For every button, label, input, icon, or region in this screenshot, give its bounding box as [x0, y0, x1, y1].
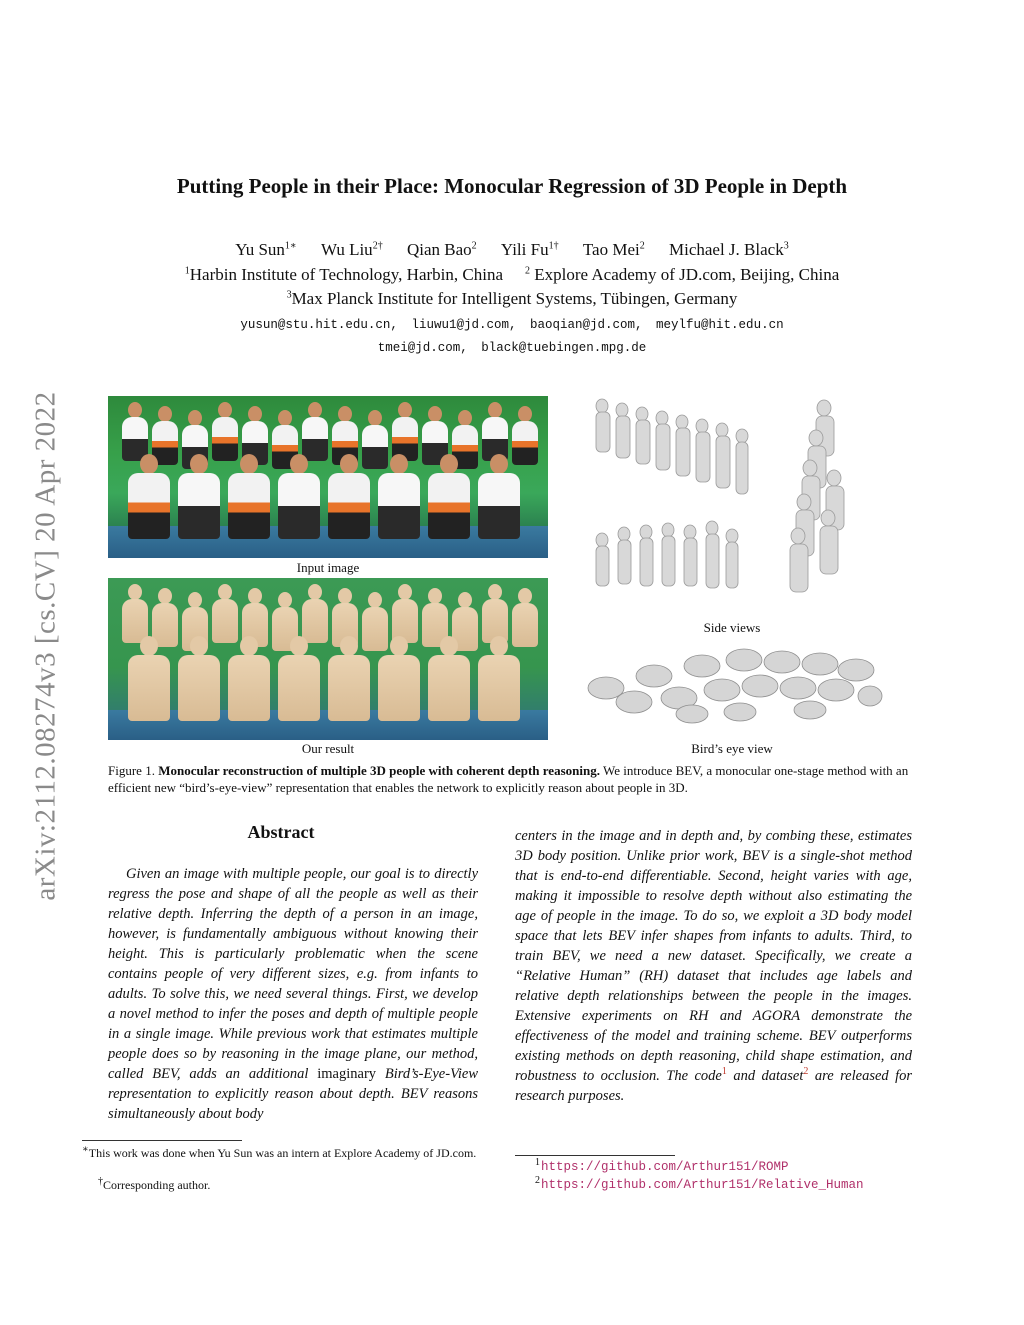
email-line-2 [0, 341, 1024, 355]
email-line-1 [0, 318, 1024, 332]
abstract-text-upright: imaginary [317, 1066, 377, 1082]
input-image-photo [108, 396, 548, 558]
figure-label-side: Side views [703, 620, 761, 635]
abstract-text: centers in the image and in depth and, by combing these, estimates 3D body position. Unlike prior work, BEV is a single-shot method that is end-to-end differentiable. Second, height varies with age, making it impossible to resolve depth without also estimating the age of people in the image. To do so, we exploit a 3D body model space that lets BEV infer shapes from infants to adults. Third, to train BEV, we need a new dataset. Specifically, we create a “Relative Human” (RH) dataset that includes age labels and relative depth relationships between the people in the images. Extensive experiments on RH and AGORA demonstrate the effectiveness of the model and training scheme. BEV outperforms existing methods on depth reasoning, child shape estimation, and robustness to occlusion. The code [515, 828, 912, 1084]
footnote-rule [82, 1140, 242, 1141]
footnote-mark: ∗ [82, 1144, 89, 1155]
footnote-text: This work was done when Yu Sun was an intern at Explore Academy of JD.com. [88, 1146, 477, 1160]
side-view-mesh-2 [590, 520, 740, 605]
abstract-right-column [515, 826, 912, 1106]
figure-label-result: Our result [301, 741, 355, 756]
affiliation-mark: 3 [286, 289, 292, 301]
footnote-text: Corresponding author. [103, 1178, 211, 1192]
footnote-ref-link[interactable]: 1 [721, 1066, 727, 1078]
our-result-render [108, 578, 548, 740]
caption-prefix: Figure 1. [108, 763, 155, 778]
email-link[interactable]: black@tuebingen.mpg.de [481, 341, 647, 355]
email-link[interactable]: liuwu1@jd.com, [411, 318, 517, 332]
side-view-mesh-1 [592, 396, 752, 500]
footnote-corresponding [98, 1178, 478, 1193]
author-name: Tao Mei [582, 240, 640, 259]
author-name: Yili Fu [500, 240, 549, 259]
author-name: Wu Liu [320, 240, 373, 259]
figure-label-input: Input image [296, 560, 360, 575]
footnote-mark: † [98, 1176, 103, 1187]
affiliation-line-2 [0, 289, 1024, 309]
author-mark: 2 [471, 240, 477, 252]
arxiv-side-stamp: arXiv:2112.08274v3 [cs.CV] 20 Apr 2022 [29, 391, 62, 901]
footnote-url[interactable]: https://github.com/Arthur151/Relative_Human [541, 1178, 864, 1192]
author-mark: 2 [639, 240, 645, 252]
author-mark: 1† [548, 240, 559, 252]
footnote-url[interactable]: https://github.com/Arthur151/ROMP [541, 1160, 789, 1174]
author-mark: 3 [783, 240, 789, 252]
abstract-text: and dataset [733, 1068, 804, 1084]
footnote-code-link[interactable] [535, 1156, 789, 1174]
abstract-text: Given an image with multiple people, our goal is to directly regress the pose and shape of all the people as well as their relative depth. Inferring the depth of a person in an image, however, is fundamentally ambiguous without knowing their height. This is particularly problematic when the scene contains people of very different sizes, e.g. from infants to adults. To solve this, we need several things. First, we develop a novel method to infer the poses and depth of multiple people in a single image. While previous work that estimates multiple people does so by reasoning in the image plane, our method, called BEV, adds an additional [108, 866, 478, 1082]
affiliation-line-1 [0, 265, 1024, 285]
email-link[interactable]: baoqian@jd.com, [530, 318, 643, 332]
abstract-text: Bird’s-Eye-View representation to explicitly reason about depth. BEV reasons simultaneously about body [108, 1066, 478, 1122]
author-mark: 2† [372, 240, 383, 252]
footnote-ref-link[interactable]: 2 [803, 1066, 809, 1078]
author-1 [321, 240, 383, 259]
paper-title: Putting People in their Place: Monocular Regression of 3D People in Depth [176, 174, 848, 198]
affiliation-jd: Explore Academy of JD.com, Beijing, China [534, 265, 840, 284]
author-name: Michael J. Black [668, 240, 784, 259]
author-4 [583, 240, 645, 259]
email-link[interactable]: meylfu@hit.edu.cn [656, 318, 784, 332]
affiliation-mark: 2 [525, 265, 530, 277]
footnote-mark: 1 [535, 1156, 540, 1168]
author-0 [235, 240, 296, 259]
figure-caption [108, 762, 918, 796]
affiliation-mark: 1 [184, 265, 190, 277]
birds-eye-mesh [584, 640, 884, 730]
email-link[interactable]: tmei@jd.com, [377, 341, 468, 355]
footnote-mark: 2 [535, 1174, 540, 1186]
abstract-left-column [108, 864, 478, 1124]
author-3 [501, 240, 559, 259]
author-name: Yu Sun [235, 240, 285, 259]
author-5 [669, 240, 789, 259]
author-2 [407, 240, 477, 259]
footnote-dataset-link[interactable] [535, 1174, 864, 1192]
figure-label-birds-eye: Bird’s eye view [691, 741, 773, 756]
footnote-intern [82, 1146, 482, 1161]
abstract-text: are released for research purposes. [515, 1068, 913, 1104]
caption-bold: Monocular reconstruction of multiple 3D people with coherent depth reasoning. [158, 763, 600, 778]
author-mark: 1∗ [284, 240, 297, 252]
author-list [0, 240, 1024, 260]
affiliation-harbin: Harbin Institute of Technology, Harbin, China [189, 265, 503, 284]
affiliation-mpi: Max Planck Institute for Intelligent Systems, Tübingen, Germany [291, 289, 738, 308]
caption-body: We introduce BEV, a monocular one-stage method with an efficient new “bird’s-eye-view” representation that enables the network to explicitly reason about people in 3D. [108, 763, 909, 795]
email-link[interactable]: yusun@stu.hit.edu.cn, [240, 318, 398, 332]
side-view-mesh-3 [764, 398, 864, 610]
author-name: Qian Bao [406, 240, 472, 259]
footnote-rule [515, 1155, 675, 1156]
abstract-heading: Abstract [247, 822, 315, 842]
